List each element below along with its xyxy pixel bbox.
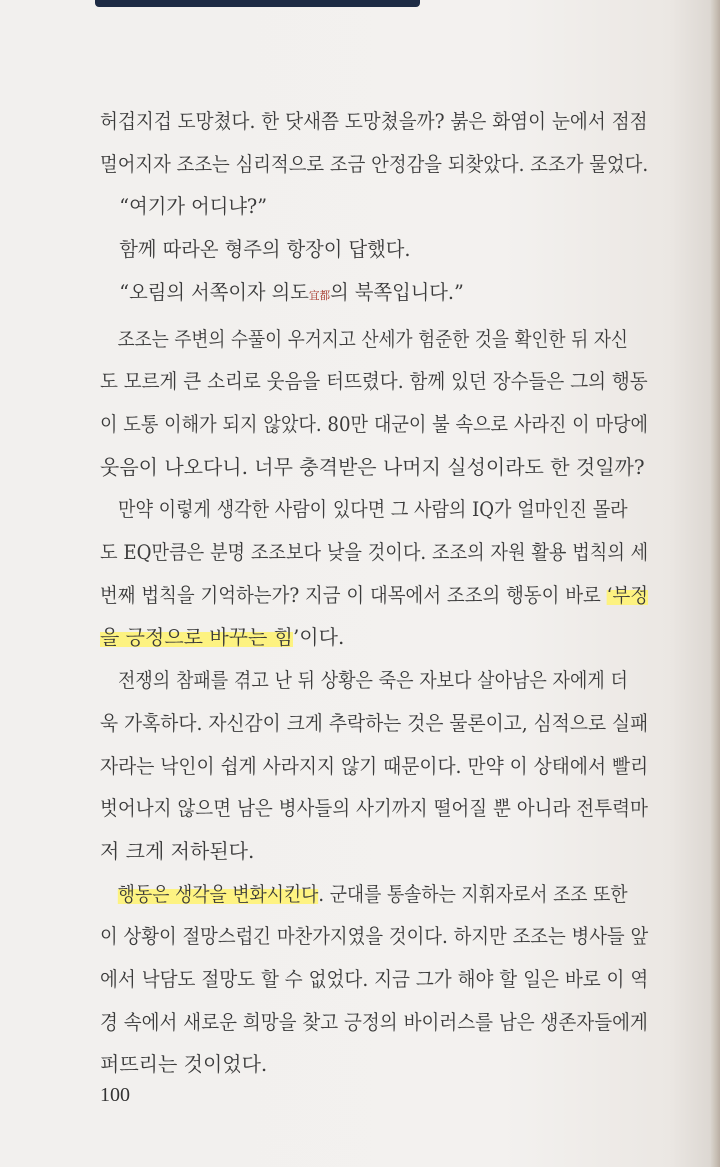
line-text: 이 상황이 절망스럽긴 마찬가지였을 것이다. 하지만 조조는 병사들 앞 bbox=[100, 924, 649, 949]
text-line bbox=[100, 360, 648, 403]
line-text: 경 속에서 새로운 희망을 찾고 긍정의 바이러스를 남은 생존자들에게 bbox=[100, 1009, 648, 1034]
hanja-annotation: 宜都 bbox=[308, 288, 331, 302]
line-text: 웃음이 나오다니. 너무 충격받은 나머지 실성이라도 한 것일까? bbox=[100, 454, 645, 479]
text-line bbox=[100, 143, 649, 186]
line-text: 전쟁의 참패를 겪고 난 뒤 상황은 죽은 자보다 살아남은 자에게 더 bbox=[118, 668, 628, 693]
highlighted-text: ‘부정 bbox=[606, 582, 648, 607]
line-text: 퍼뜨리는 것이었다. bbox=[100, 1052, 268, 1077]
text-line bbox=[100, 1001, 648, 1044]
text-line bbox=[100, 830, 648, 873]
text-line bbox=[100, 616, 648, 659]
line-text: 에서 낙담도 절망도 할 수 없었다. 지금 그가 해야 할 일은 바로 이 역 bbox=[100, 967, 649, 992]
paragraph bbox=[100, 271, 648, 318]
page-number: 100 bbox=[100, 1084, 130, 1106]
line-text: 만약 이렇게 생각한 사람이 있다면 그 사람의 IQ가 얼마인진 몰라 bbox=[118, 497, 628, 522]
text-line bbox=[100, 787, 648, 830]
line-text: 함께 따라온 형주의 항장이 답했다. bbox=[119, 237, 411, 262]
paragraph bbox=[100, 228, 648, 271]
text-line bbox=[100, 702, 649, 745]
highlighted-text: 을 긍정으로 바꾸는 힘 bbox=[100, 625, 293, 650]
body-text bbox=[100, 100, 648, 1086]
text-line bbox=[100, 228, 628, 271]
line-text: . 군대를 통솔하는 지휘자로서 조조 또한 bbox=[318, 881, 628, 906]
line-text: 벗어나지 않으면 남은 병사들의 사기까지 떨어질 뿐 아니라 전투력마 bbox=[100, 796, 648, 821]
line-text: 자라는 낙인이 쉽게 사라지지 않기 때문이다. 만약 이 상태에서 빨리 bbox=[100, 753, 649, 778]
line-text: 번째 법칙을 기억하는가? 지금 이 대목에서 조조의 행동이 바로 bbox=[100, 582, 607, 607]
text-line bbox=[100, 531, 649, 574]
text-line bbox=[100, 318, 628, 361]
text-line bbox=[100, 271, 628, 318]
text-line bbox=[100, 659, 628, 702]
line-text: 저 크게 저하된다. bbox=[100, 838, 255, 863]
paragraph bbox=[100, 873, 648, 1087]
text-line bbox=[100, 574, 648, 617]
text-line bbox=[100, 873, 628, 916]
text-line bbox=[100, 185, 628, 228]
text-line bbox=[100, 446, 648, 489]
text-line bbox=[100, 958, 649, 1001]
line-text: 의 북쪽입니다.” bbox=[330, 279, 464, 304]
text-line bbox=[100, 1043, 648, 1086]
paragraph bbox=[100, 488, 648, 659]
highlighted-text: 행동은 생각을 변화시킨다 bbox=[117, 881, 319, 906]
page-gutter-shadow bbox=[710, 0, 720, 1167]
line-text: “오림의 서쪽이자 의도 bbox=[119, 279, 309, 304]
line-text: ’이다. bbox=[292, 625, 345, 650]
line-text: 도 EQ만큼은 분명 조조보다 낮을 것이다. 조조의 자원 활용 법칙의 세 bbox=[100, 540, 649, 565]
line-text: 멀어지자 조조는 심리적으로 조금 안정감을 되찾았다. 조조가 물었다. bbox=[100, 151, 649, 176]
line-text: 이 도통 이해가 되지 않았다. 80만 대군이 불 속으로 사라진 이 마당에 bbox=[100, 411, 649, 436]
line-text: 욱 가혹하다. 자신감이 크게 추락하는 것은 물론이고, 심적으로 실패 bbox=[100, 710, 649, 735]
text-line bbox=[100, 403, 649, 446]
line-text: 조조는 주변의 수풀이 우거지고 산세가 험준한 것을 확인한 뒤 자신 bbox=[117, 326, 628, 351]
paragraph bbox=[100, 659, 648, 873]
paragraph bbox=[100, 185, 648, 228]
line-text: 허겁지겁 도망쳤다. 한 닷새쯤 도망쳤을까? 붉은 화염이 눈에서 점점 bbox=[100, 109, 648, 133]
text-line bbox=[100, 488, 628, 531]
paragraph bbox=[100, 318, 648, 489]
line-text: 도 모르게 큰 소리로 웃음을 터뜨렸다. 함께 있던 장수들은 그의 행동 bbox=[100, 369, 648, 394]
line-text: “여기가 어디냐?” bbox=[119, 194, 268, 219]
text-line bbox=[100, 745, 649, 788]
text-line bbox=[100, 100, 648, 143]
text-line bbox=[100, 915, 649, 958]
page-top-edge bbox=[95, 0, 420, 7]
paragraph bbox=[100, 100, 648, 185]
